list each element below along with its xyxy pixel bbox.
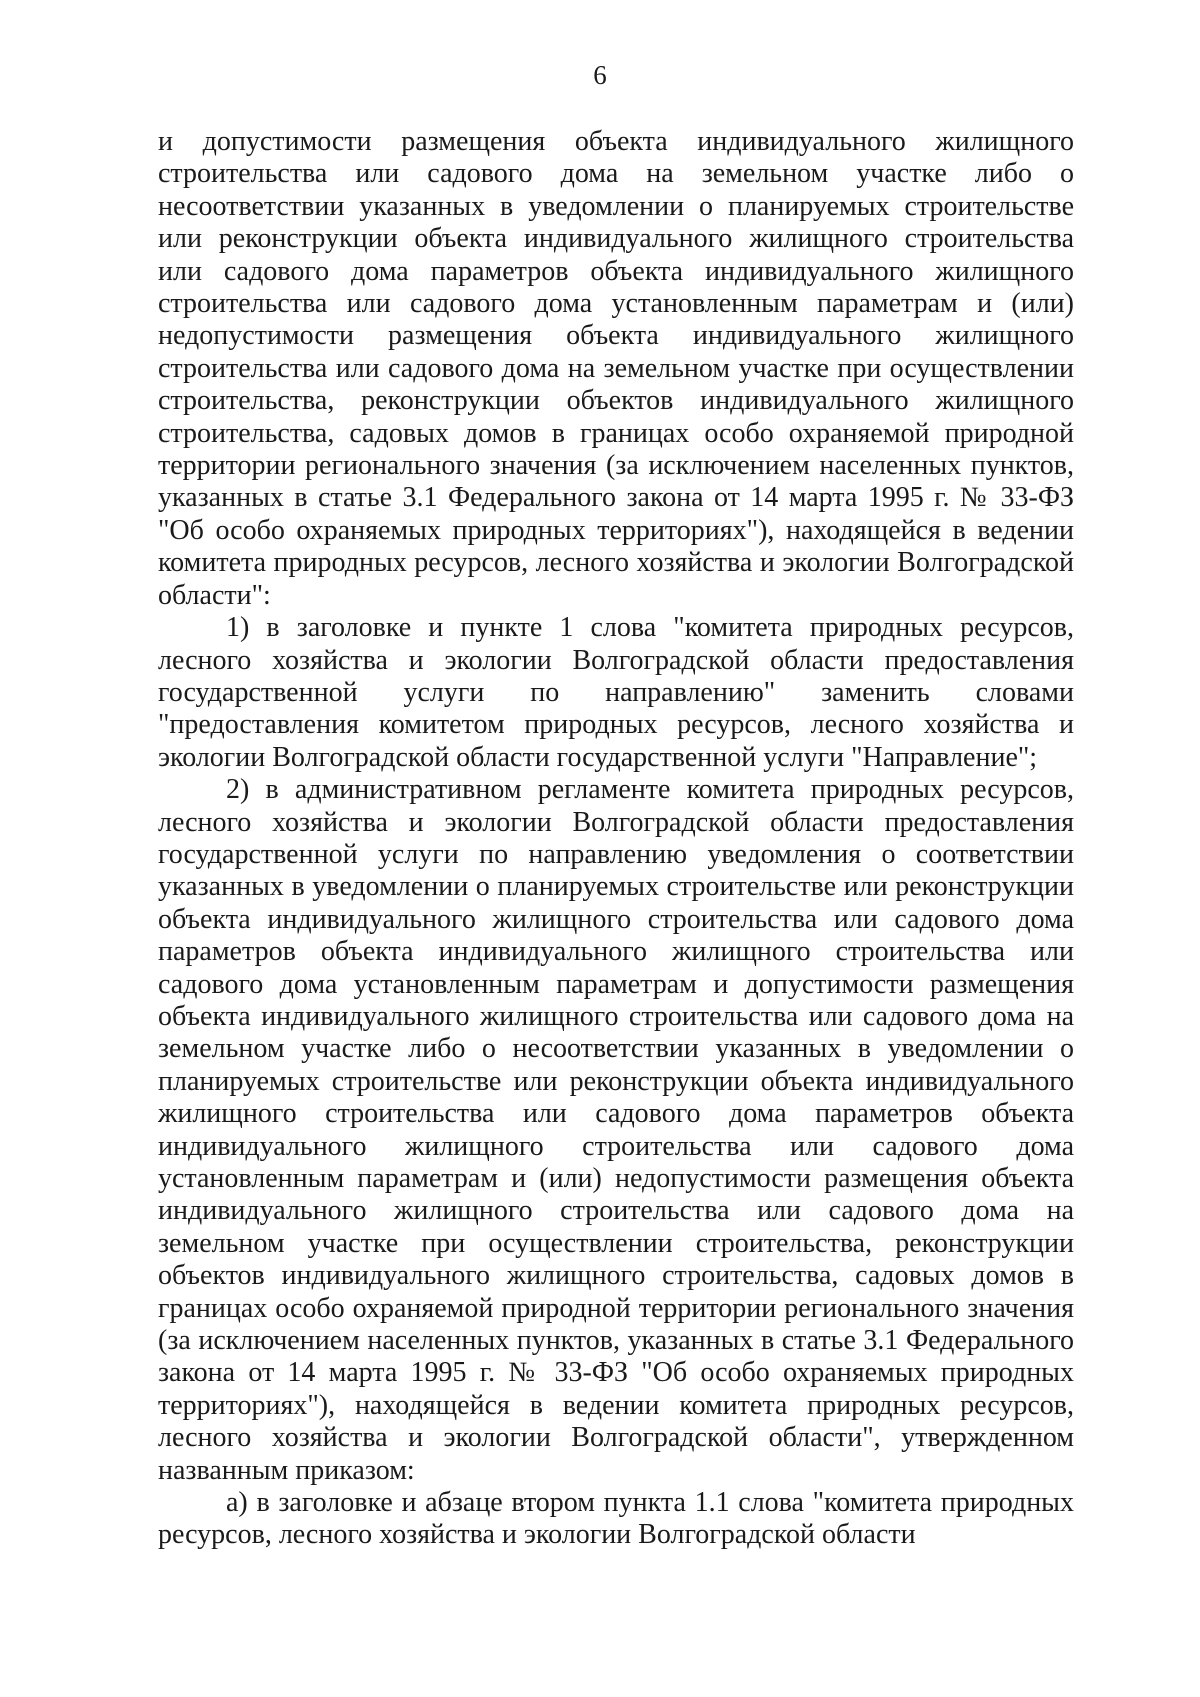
body-paragraph-item-2: 2) в административном регламенте комитета природных ресурсов, лесного хозяйства и экологии Волгоградской области предоставления государственной услуги по направлению уведомления о соответствии указанных в уведомлении о планируемых строительстве или реконструкции объекта индивидуального жилищного строительства или садового дома параметров объекта индивидуального жилищного строительства или садового дома установленным параметрам и допустимости размещения объекта индивидуального жилищного строительства или садового дома на земельном участке либо о несоответствии указанных в уведомлении о планируемых строительстве или реконструкции объекта индивидуального жилищного строительства или садового дома параметров объекта индивидуального жилищного строительства или садового дома установленным параметрам и (или) недопустимости размещения объекта индивидуального жилищного строительства или садового дома на земельном участке при осуществлении строительства, реконструкции объектов индивидуального жилищного строительства, садовых домов в границах особо охраняемой природной территории регионального значения (за исключением населенных пунктов, указанных в статье 3.1 Федерального закона от 14 марта 1995 г. № 33-ФЗ "Об особо охраняемых природных территориях"), находящейся в ведении комитета природных ресурсов, лесного хозяйства и экологии Волгоградской области", утвержденном названным приказом: bbox=[158, 774, 1074, 1486]
body-paragraph-continuation: и допустимости размещения объекта индивидуального жилищного строительства или садового дома на земельном участке либо о несоответствии указанных в уведомлении о планируемых строительстве или реконструкции объекта индивидуального жилищного строительства или садового дома параметров объекта индивидуального жилищного строительства или садового дома установленным параметрам и (или) недопустимости размещения объекта индивидуального жилищного строительства или садового дома на земельном участке при осуществлении строительства, реконструкции объектов индивидуального жилищного строительства, садовых домов в границах особо охраняемой природной территории регионального значения (за исключением населенных пунктов, указанных в статье 3.1 Федерального закона от 14 марта 1995 г. № 33-ФЗ "Об особо охраняемых природных территориях"), находящейся в ведении комитета природных ресурсов, лесного хозяйства и экологии Волгоградской области": bbox=[158, 126, 1074, 611]
document-body bbox=[158, 126, 1074, 1552]
page-number: 6 bbox=[593, 60, 607, 90]
body-paragraph-subitem-a: а) в заголовке и абзаце втором пункта 1.1 слова "комитета природных ресурсов, лесного хозяйства и экологии Волгоградской области bbox=[158, 1487, 1074, 1551]
body-paragraph-item-1: 1) в заголовке и пункте 1 слова "комитета природных ресурсов, лесного хозяйства и экологии Волгоградской области предоставления государственной услуги по направлению" заменить словами "предоставления комитетом природных ресурсов, лесного хозяйства и экологии Волгоградской области государственной услуги "Направление"; bbox=[158, 612, 1074, 773]
